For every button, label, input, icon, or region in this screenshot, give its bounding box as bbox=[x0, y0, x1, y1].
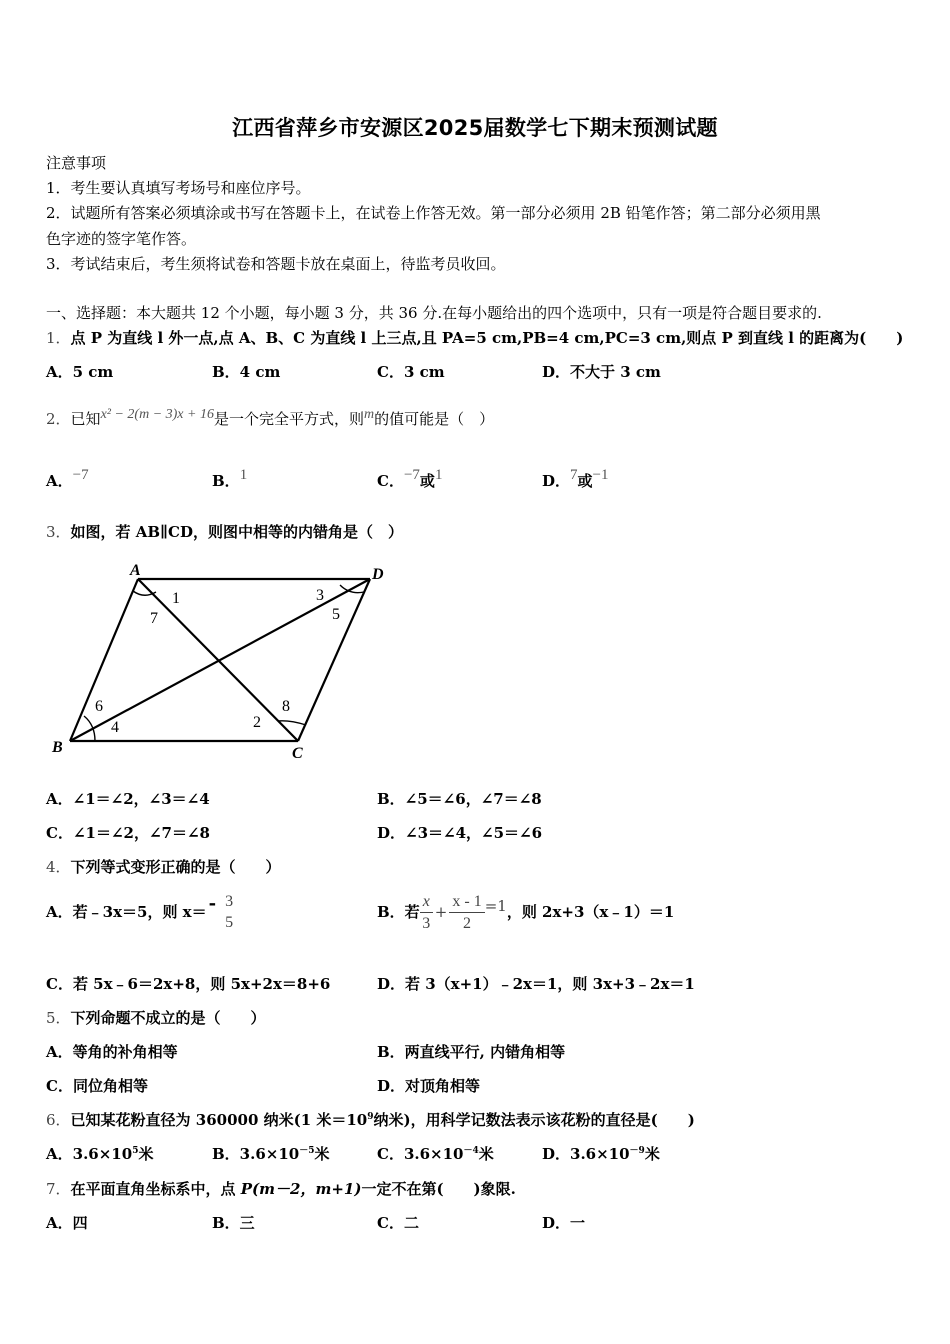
q7-option-b: B．三 bbox=[212, 1214, 255, 1232]
question-number: 4． bbox=[46, 858, 71, 876]
angle-label-7: 7 bbox=[150, 610, 158, 627]
q3-option-a: A．∠1＝∠2，∠3＝∠4 bbox=[46, 790, 210, 808]
question-number: 3． bbox=[46, 523, 71, 541]
q2-c-value-2: 1 bbox=[434, 467, 443, 483]
angle-label-6: 6 bbox=[95, 698, 103, 715]
q4-option-d: D．若 3（x+1）﹣2x＝1，则 3x+3﹣2x＝1 bbox=[377, 975, 695, 993]
vertex-label-b: B bbox=[52, 739, 63, 756]
question-post: 的值可能是（ ） bbox=[374, 410, 495, 428]
q2-option-b: B．1 bbox=[212, 467, 248, 490]
question-number: 6． bbox=[46, 1111, 71, 1129]
question-number: 2． bbox=[46, 410, 71, 428]
q2-d-or: 或 bbox=[577, 472, 593, 490]
angle-label-3: 3 bbox=[316, 587, 324, 604]
q3-option-c: C．∠1＝∠2，∠7＝∠8 bbox=[46, 824, 210, 842]
page-title: 江西省萍乡市安源区2025届数学七下期末预测试题 bbox=[232, 116, 718, 140]
vertex-label-c: C bbox=[292, 745, 303, 762]
q1-option-b: B．4 cm bbox=[212, 363, 281, 381]
question-number: 7． bbox=[46, 1180, 71, 1198]
q6-option-a: A．$3.6\times 10^5$米 bbox=[46, 1145, 154, 1163]
angle-label-8: 8 bbox=[282, 698, 290, 715]
q6-option-b: B．$3.6\times 10^{-5}$米 bbox=[212, 1145, 330, 1163]
q2-d-value-2: −1 bbox=[592, 467, 609, 483]
q2-b-value: 1 bbox=[239, 467, 248, 483]
q2-c-value-1: −7 bbox=[403, 467, 420, 483]
question-text: 下列等式变形正确的是（ ） bbox=[70, 858, 281, 876]
question-text: 下列命题不成立的是（ ） bbox=[70, 1009, 266, 1027]
notice-item-3: 3．考试结束后，考生须将试卷和答题卡放在桌面上，待监考员收回。 bbox=[46, 255, 506, 273]
segment-dc bbox=[298, 579, 370, 741]
angle-label-1: 1 bbox=[172, 590, 180, 607]
question-3 bbox=[46, 521, 403, 542]
q5-option-a: A．等角的补角相等 bbox=[46, 1043, 178, 1061]
notice-item-2: 2．试题所有答案必须填涂或书写在答题卡上，在试卷上作答无效。第一部分必须用 2B 铅笔作答；第二部分必须用黑 bbox=[46, 204, 821, 222]
q7-option-d: D．一 bbox=[542, 1214, 586, 1232]
q3-option-d: D．∠3＝∠4，∠5＝∠6 bbox=[377, 824, 543, 842]
diagonal-bd bbox=[70, 579, 370, 741]
angle-label-4: 4 bbox=[111, 719, 119, 736]
q4-option-a: A．若﹣3x＝5，则 x＝ - 3 5 bbox=[46, 888, 236, 936]
question-1 bbox=[46, 327, 903, 348]
question-mid: 是一个完全平方式，则 bbox=[213, 410, 364, 428]
vertex-label-a: A bbox=[130, 562, 141, 579]
parallelogram-figure bbox=[40, 555, 390, 770]
q2-c-or: 或 bbox=[419, 472, 435, 490]
q2-option-d: D．7或−1 bbox=[542, 467, 609, 490]
notice-heading: 注意事项 bbox=[46, 154, 107, 172]
q2-option-a: A．−7 bbox=[46, 467, 89, 490]
question-2 bbox=[46, 408, 494, 429]
q2-a-value: −7 bbox=[72, 467, 89, 483]
question-number: 1． bbox=[46, 329, 71, 347]
notice-item-2-cont: 色字迹的签字笔作答。 bbox=[46, 230, 197, 248]
q7-option-c: C．二 bbox=[377, 1214, 419, 1232]
q6-option-d: D．$3.6\times 10^{-9}$米 bbox=[542, 1145, 660, 1163]
q1-option-d: D．不大于 3 cm bbox=[542, 363, 661, 381]
section-header: 一、选择题：本大题共 12 个小题，每小题 3 分，共 36 分.在每小题给出的四个选项中，只有一项是符合题目要求的. bbox=[46, 304, 822, 322]
q5-option-d: D．对顶角相等 bbox=[377, 1077, 481, 1095]
q2-d-value-1: 7 bbox=[570, 467, 578, 483]
q1-option-c: C．3 cm bbox=[377, 363, 445, 381]
q2-variable: m bbox=[363, 407, 375, 422]
angle-label-2: 2 bbox=[253, 714, 261, 731]
question-7: 7．在平面直角坐标系中，点 P(m－2，m+1)一定不在第( )象限. bbox=[46, 1180, 516, 1198]
vertex-label-d: D bbox=[372, 566, 384, 583]
notice-item-1: 1．考生要认真填写考场号和座位序号。 bbox=[46, 179, 311, 197]
question-text: 如图，若 AB∥CD，则图中相等的内错角是（ ） bbox=[70, 523, 403, 541]
question-5 bbox=[46, 1007, 266, 1028]
q6-option-c: C．$3.6\times 10^{-4}$米 bbox=[377, 1145, 494, 1163]
q2-expression: x² − 2(m − 3)x + 16 bbox=[100, 407, 214, 422]
q7-point: P(m－2，m+1) bbox=[240, 1180, 362, 1198]
segment-ab bbox=[70, 579, 138, 741]
q4-a-sign: - bbox=[208, 893, 217, 914]
q4-b-fraction-2: $\frac{x - 1}{2}$ bbox=[449, 892, 484, 935]
q2-option-c: C．−7或1 bbox=[377, 467, 443, 490]
angle-label-5: 5 bbox=[332, 606, 340, 623]
q5-option-c: C．同位角相等 bbox=[46, 1077, 148, 1095]
q3-option-b: B．∠5＝∠6，∠7＝∠8 bbox=[377, 790, 542, 808]
question-number: 5． bbox=[46, 1009, 71, 1027]
question-4 bbox=[46, 856, 281, 877]
angle-arc-b bbox=[84, 716, 95, 741]
q4-a-fraction: 3 5 bbox=[225, 893, 234, 931]
q5-option-b: B．两直线平行, 内错角相等 bbox=[377, 1043, 566, 1061]
question-pre: 已知 bbox=[70, 410, 101, 428]
q7-option-a: A．四 bbox=[46, 1214, 88, 1232]
q4-option-b: B．若 $\frac{x}{3}$ + $\frac{x - 1}{2}$ =1，则 2x+3（x﹣1）＝1 bbox=[377, 888, 674, 936]
question-6: 6．已知某花粉直径为 360000 纳米(1 米$=10^9$纳米)，用科学记数法表示该花粉的直径是( ) bbox=[46, 1111, 695, 1129]
q4-option-c: C．若 5x﹣6＝2x+8，则 5x+2x＝8+6 bbox=[46, 975, 331, 993]
q1-option-a: A．5 cm bbox=[46, 363, 114, 381]
question-text: 点 P 为直线 l 外一点,点 A、B、C 为直线 l 上三点,且 PA=5 cm,PB=4 cm,PC=3 cm,则点 P 到直线 l 的距离为( ) bbox=[70, 329, 904, 347]
q4-b-fraction-1: $\frac{x}{3}$ bbox=[420, 892, 433, 935]
